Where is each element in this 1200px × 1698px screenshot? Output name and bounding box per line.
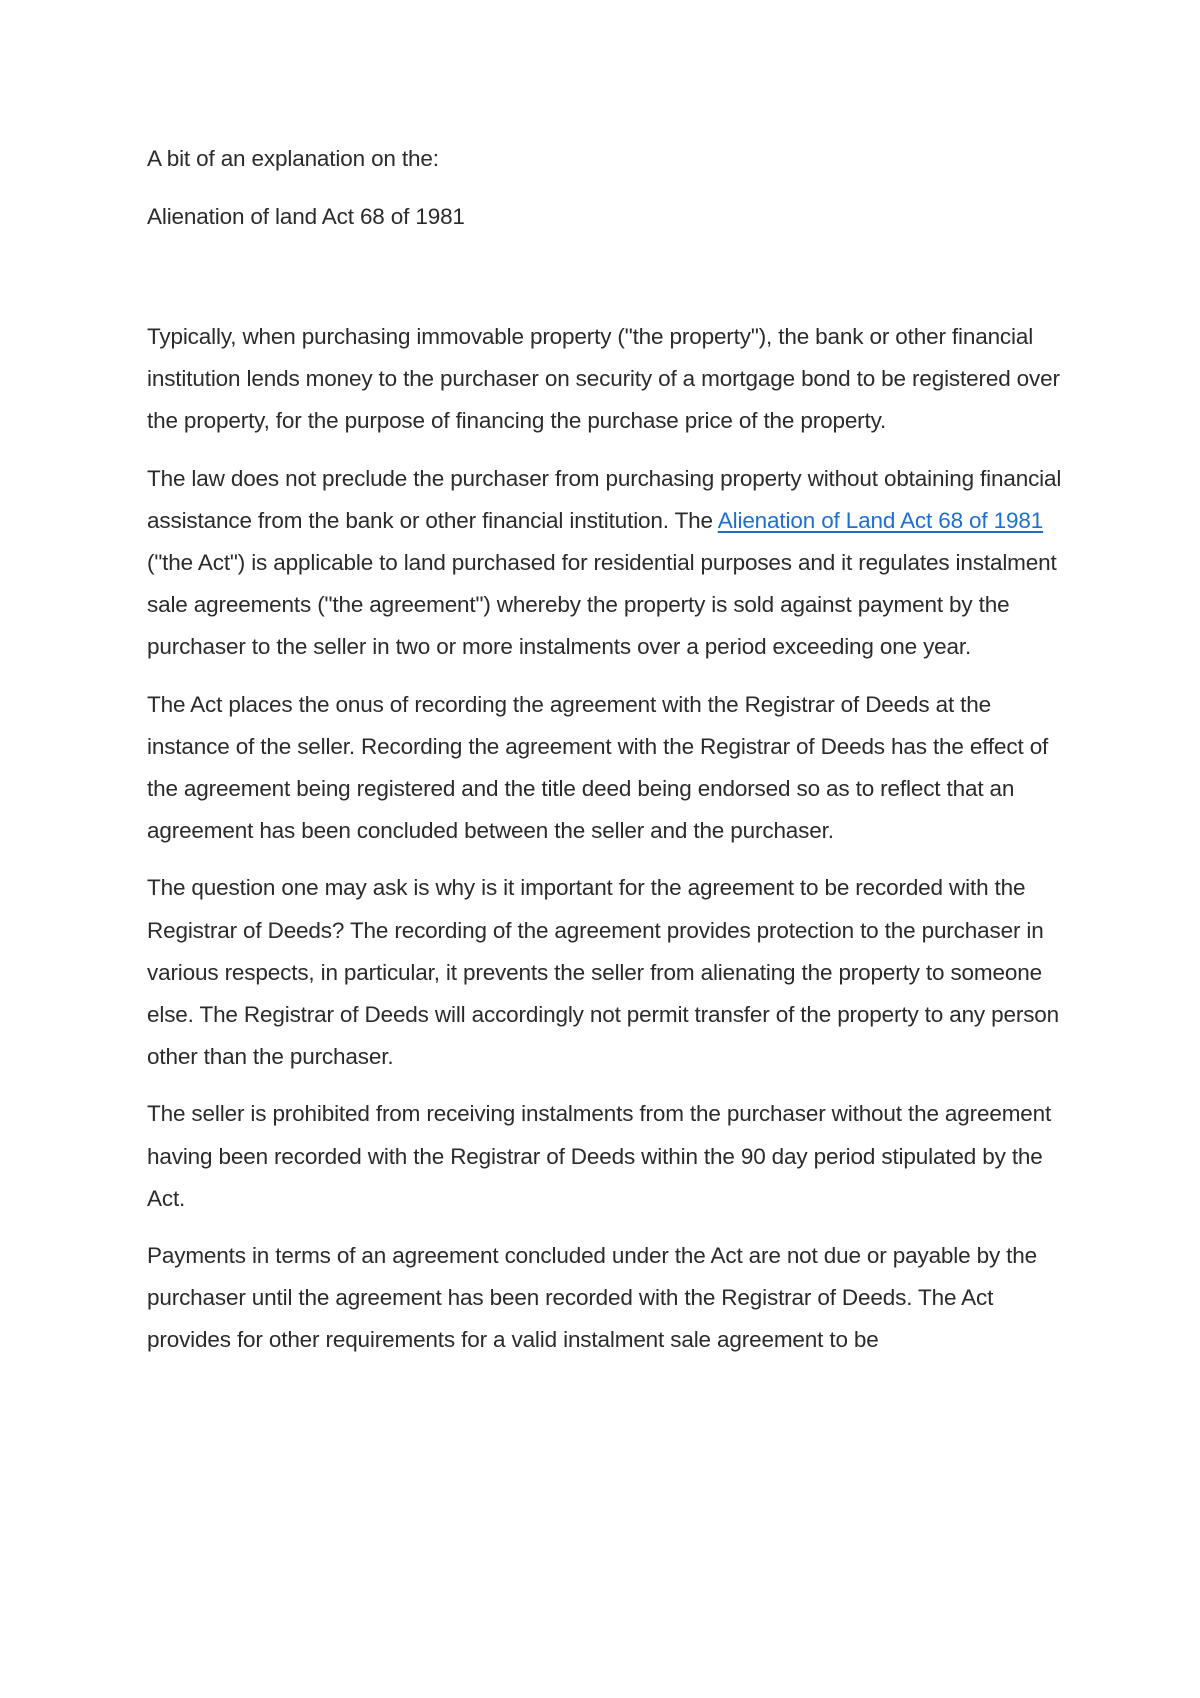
paragraph-2-text-before-link: The law does not preclude the purchaser from purchasing property without obtaining financial assistance from the bank or other financial institution. The — [147, 465, 1062, 533]
paragraph-1: Typically, when purchasing immovable property ("the property"), the bank or other financial institution lends money to the purchaser on security of a mortgage bond to be registered over the property, for the purpose of financing the purchase price of the property. — [147, 324, 1060, 434]
paragraph-3: The Act places the onus of recording the agreement with the Registrar of Deeds at the instance of the seller. Recording the agreement with the Registrar of Deeds has the effect of the agreement being registered and the title deed being endorsed so as to reflect that an agreement has been concluded between the seller and the purchaser. — [147, 691, 1049, 844]
paragraph-2-text-after-link: ("the Act") is applicable to land purchased for residential purposes and it regulates instalment sale agreements ("the agreement") whereby the property is sold against payment by the purchaser to the seller in two or more instalments over a period exceeding one year. — [147, 550, 1057, 660]
act-title: Alienation of land Act 68 of 1981 — [147, 204, 465, 229]
alienation-of-land-act-link[interactable]: Alienation of Land Act 68 of 1981 — [717, 507, 1044, 533]
intro-line: A bit of an explanation on the: — [147, 146, 439, 171]
document-body — [147, 140, 1067, 1377]
paragraph-6: Payments in terms of an agreement concluded under the Act are not due or payable by the purchaser until the agreement has been recorded with the Registrar of Deeds. The Act provides for other requirements for a valid instalment sale agreement to be — [147, 1243, 1038, 1353]
paragraph-2 — [147, 458, 1067, 669]
paragraph-5: The seller is prohibited from receiving instalments from the purchaser without the agreement having been recorded with the Registrar of Deeds within the 90 day period stipulated by the Act. — [147, 1101, 1052, 1211]
paragraph-4: The question one may ask is why is it important for the agreement to be recorded with the Registrar of Deeds? The recording of the agreement provides protection to the purchaser in various respects, in particular, it prevents the seller from alienating the property to someone else. The Registrar of Deeds will accordingly not permit transfer of the property to any person other than the purchaser. — [147, 875, 1060, 1070]
